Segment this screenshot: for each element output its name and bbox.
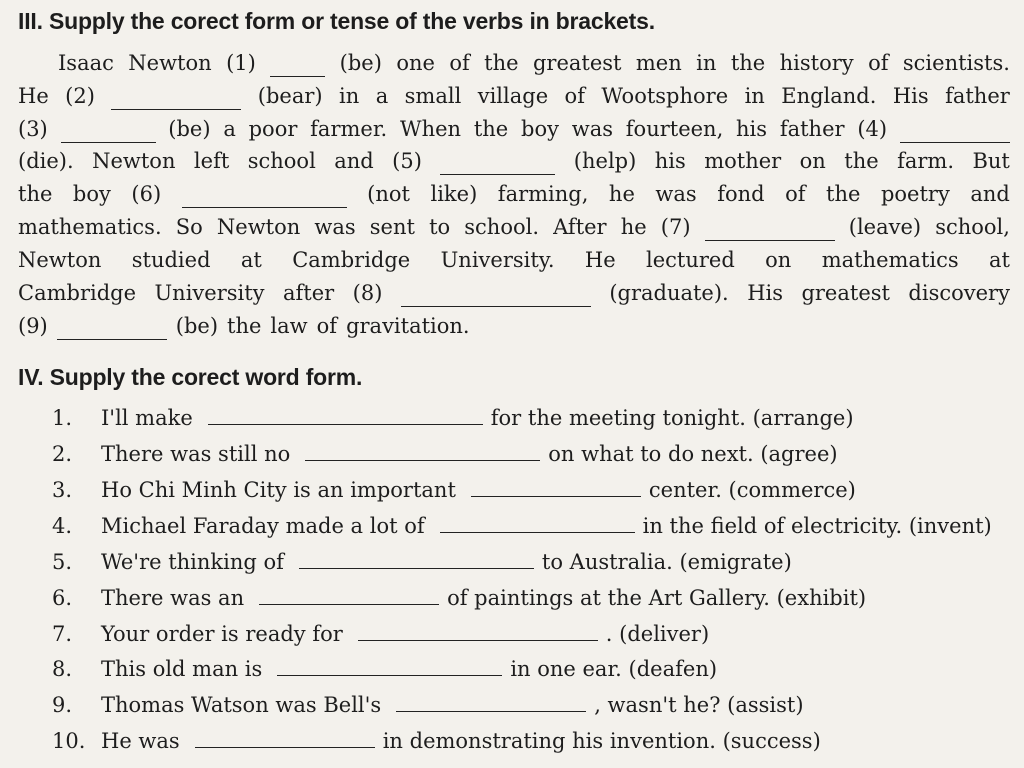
paragraph-word: (leave) — [848, 215, 922, 239]
paragraph-word: like) — [430, 182, 478, 206]
paragraph-word: the — [227, 314, 262, 338]
paragraph-line — [18, 81, 1010, 111]
exercise-item — [52, 475, 863, 505]
paragraph-line — [18, 245, 1010, 275]
exercise-item — [52, 619, 716, 649]
paragraph-word: fourteen, — [625, 117, 724, 141]
paragraph-word: to — [429, 215, 451, 239]
item-prompt: This old man is — [101, 657, 263, 681]
paragraph-word: boy — [72, 182, 111, 206]
paragraph-word: of — [449, 51, 470, 75]
paragraph-word: (3) — [18, 117, 48, 141]
item-number: 7. — [52, 622, 73, 646]
paragraph-word: of — [868, 51, 889, 75]
paragraph-word: farm. — [897, 149, 955, 173]
paragraph-word: of — [785, 182, 806, 206]
exercise-item — [52, 511, 999, 541]
paragraph-word: greatest — [801, 281, 890, 305]
paragraph-word: (be) — [175, 314, 219, 338]
paragraph-word: (die). — [18, 149, 74, 173]
paragraph-word: left — [193, 149, 230, 173]
answer-blank[interactable] — [259, 584, 439, 605]
paragraph-word: studied — [131, 248, 211, 272]
answer-blank[interactable] — [299, 548, 534, 569]
answer-blank[interactable] — [57, 319, 167, 340]
item-prompt: Michael Faraday made a lot of — [101, 514, 425, 538]
answer-blank[interactable] — [208, 404, 483, 425]
paragraph-word: poetry — [880, 182, 950, 206]
item-number: 1. — [52, 406, 73, 430]
answer-blank[interactable] — [61, 122, 156, 143]
paragraph-word: (graduate). — [609, 281, 729, 305]
item-number: 4. — [52, 514, 73, 538]
paragraph-word: So — [175, 215, 203, 239]
paragraph-line — [18, 179, 1010, 209]
paragraph-word: he — [620, 215, 647, 239]
item-number: 8. — [52, 657, 73, 681]
paragraph-word: (2) — [65, 84, 95, 108]
paragraph-word: at — [989, 248, 1010, 272]
paragraph-word: (not — [367, 182, 410, 206]
item-prompt: I'll make — [101, 406, 193, 430]
item-prompt: Ho Chi Minh City is an important — [101, 478, 456, 502]
paragraph-word: school — [247, 149, 316, 173]
paragraph-word: father — [945, 84, 1010, 108]
paragraph-word: of — [316, 314, 338, 338]
answer-blank[interactable] — [182, 187, 347, 208]
paragraph-word: fond — [717, 182, 765, 206]
paragraph-word: mathematics. — [18, 215, 162, 239]
paragraph-word: school, — [935, 215, 1010, 239]
paragraph-line — [18, 212, 1010, 242]
paragraph-word: (8) — [352, 281, 383, 305]
paragraph-line — [58, 48, 1010, 78]
paragraph-word: was — [655, 182, 697, 206]
paragraph-line — [18, 311, 1010, 341]
paragraph-word: the — [844, 149, 879, 173]
answer-blank[interactable] — [440, 512, 635, 533]
paragraph-word: (7) — [660, 215, 691, 239]
paragraph-word: small — [404, 84, 462, 108]
section-4-heading: IV. Supply the corect word form. — [18, 364, 363, 390]
paragraph-word: of — [564, 84, 585, 108]
paragraph-word: in — [744, 84, 765, 108]
paragraph-word: (help) — [573, 149, 637, 173]
paragraph-word: (1) — [226, 51, 256, 75]
paragraph-word: But — [972, 149, 1010, 173]
paragraph-word: was — [314, 215, 356, 239]
paragraph-word: His — [747, 281, 783, 305]
item-hint: on what to do next. (agree) — [548, 442, 838, 466]
paragraph-word: the — [730, 51, 766, 75]
item-number: 6. — [52, 586, 73, 610]
paragraph-word: the — [473, 117, 509, 141]
item-hint: in demonstrating his invention. (success) — [382, 729, 821, 753]
exercise-item — [52, 403, 861, 433]
item-number: 9. — [52, 693, 73, 717]
item-hint: . (deliver) — [605, 622, 710, 646]
paragraph-word: after — [283, 281, 335, 305]
paragraph-word: England. — [781, 84, 877, 108]
paragraph-word: After — [553, 215, 607, 239]
paragraph-word: history — [779, 51, 854, 75]
answer-blank[interactable] — [396, 691, 586, 712]
paragraph-word: and — [334, 149, 374, 173]
paragraph-word: University. — [440, 248, 555, 272]
item-hint: , wasn't he? (assist) — [594, 693, 804, 717]
answer-blank[interactable] — [705, 220, 835, 241]
item-prompt: Your order is ready for — [101, 622, 343, 646]
item-prompt: He was — [101, 729, 180, 753]
paragraph-word: his — [654, 149, 686, 173]
paragraph-word: men — [635, 51, 682, 75]
item-hint: to Australia. (emigrate) — [541, 550, 792, 574]
item-hint: in one ear. (deafen) — [510, 657, 718, 681]
paragraph-word: farmer. — [310, 117, 388, 141]
paragraph-word: (9) — [18, 314, 48, 338]
item-hint: for the meeting tonight. (arrange) — [490, 406, 854, 430]
paragraph-word: He — [584, 248, 616, 272]
paragraph-word: and — [970, 182, 1010, 206]
paragraph-word: at — [240, 248, 262, 272]
paragraph-word: Newton — [128, 51, 212, 75]
paragraph-word: (bear) — [257, 84, 323, 108]
paragraph-word: Wootsphore — [601, 84, 729, 108]
item-number: 5. — [52, 550, 73, 574]
paragraph-word: sent — [369, 215, 415, 239]
item-prompt: Thomas Watson was Bell's — [101, 693, 382, 717]
paragraph-word: (be) — [339, 51, 382, 75]
paragraph-word: his — [736, 117, 768, 141]
paragraph-word: (4) — [857, 117, 888, 141]
answer-blank[interactable] — [401, 286, 591, 307]
paragraph-word: (5) — [392, 149, 422, 173]
paragraph-word: (6) — [131, 182, 162, 206]
item-hint: of paintings at the Art Gallery. (exhibit) — [447, 586, 867, 610]
exercise-item — [52, 654, 724, 684]
paragraph-word: the — [18, 182, 53, 206]
exercise-item — [52, 690, 811, 720]
paragraph-word: one — [396, 51, 435, 75]
answer-blank[interactable] — [305, 440, 540, 461]
paragraph-word: mathematics — [821, 248, 959, 272]
answer-blank[interactable] — [440, 154, 555, 175]
answer-blank[interactable] — [270, 56, 325, 77]
paragraph-word: Newton — [92, 149, 176, 173]
exercise-item — [52, 439, 845, 469]
exercise-item — [52, 583, 873, 613]
item-hint: center. (commerce) — [648, 478, 856, 502]
answer-blank[interactable] — [471, 476, 641, 497]
paragraph-word: on — [765, 248, 792, 272]
paragraph-word: greatest — [532, 51, 622, 75]
item-hint: in the field of electricity. (invent) — [642, 514, 992, 538]
paragraph-word: His — [892, 84, 929, 108]
paragraph-word: village — [477, 84, 549, 108]
paragraph-word: Cambridge — [18, 281, 137, 305]
paragraph-line — [18, 278, 1010, 308]
paragraph-word: in — [339, 84, 360, 108]
paragraph-word: When — [400, 117, 462, 141]
item-prompt: There was still no — [101, 442, 291, 466]
item-number: 10. — [52, 729, 86, 753]
exercise-item — [52, 547, 799, 577]
paragraph-word: poor — [248, 117, 298, 141]
item-prompt: We're thinking of — [101, 550, 284, 574]
paragraph-word: Isaac — [58, 51, 114, 75]
exercise-item — [52, 726, 828, 756]
answer-blank[interactable] — [195, 727, 375, 748]
paragraph-word: Newton — [18, 248, 102, 272]
item-number: 2. — [52, 442, 73, 466]
answer-blank[interactable] — [111, 89, 241, 110]
paragraph-word: gravitation. — [346, 314, 470, 338]
answer-blank[interactable] — [358, 620, 598, 641]
answer-blank[interactable] — [277, 655, 502, 676]
paragraph-word: He — [18, 84, 49, 108]
paragraph-word: University — [154, 281, 265, 305]
paragraph-word: lectured — [646, 248, 735, 272]
paragraph-word: in — [696, 51, 717, 75]
section-3-heading: III. Supply the corect form or tense of the verbs in brackets. — [18, 8, 655, 34]
paragraph-word: discovery — [908, 281, 1010, 305]
paragraph-word: the — [826, 182, 861, 206]
paragraph-word: he — [608, 182, 635, 206]
paragraph-word: Newton — [216, 215, 301, 239]
paragraph-word: school. — [464, 215, 540, 239]
paragraph-word: boy — [521, 117, 559, 141]
paragraph-word: mother — [704, 149, 782, 173]
item-number: 3. — [52, 478, 73, 502]
item-prompt: There was an — [101, 586, 245, 610]
paragraph-word: scientists. — [902, 51, 1010, 75]
paragraph-word: a — [223, 117, 236, 141]
paragraph-line — [18, 146, 1010, 176]
paragraph-word: father — [779, 117, 845, 141]
paragraph-line — [18, 114, 1010, 144]
answer-blank[interactable] — [900, 122, 1010, 143]
paragraph-word: a — [375, 84, 389, 108]
paragraph-word: law — [270, 314, 308, 338]
paragraph-word: on — [799, 149, 826, 173]
paragraph-word: the — [484, 51, 519, 75]
paragraph-word: (be) — [168, 117, 211, 141]
paragraph-word: Cambridge — [292, 248, 411, 272]
paragraph-word: farming, — [497, 182, 589, 206]
paragraph-word: was — [571, 117, 614, 141]
